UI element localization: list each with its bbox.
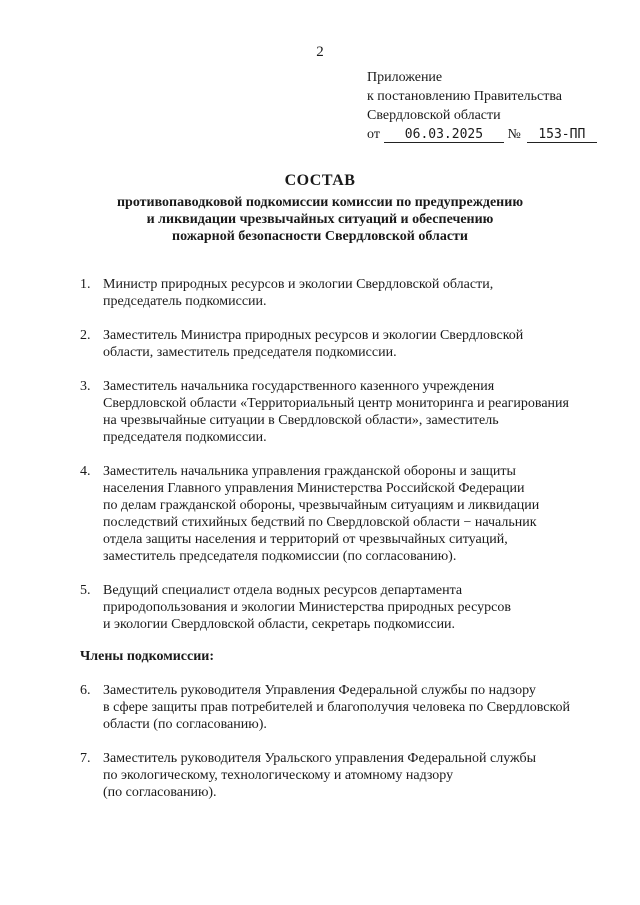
item-number: 1. — [80, 277, 91, 292]
leadership-list — [80, 276, 620, 650]
date-prefix: от — [367, 127, 380, 142]
item-text: Ведущий специалист отдела водных ресурсов департамента природопользования и экологии Министерства природных ресурсов и экологии Свердловской области, секретарь подкомиссии. — [103, 583, 511, 632]
item-text: Заместитель руководителя Уральского управления Федеральной службы по экологическому, технологическому и атомному надзору (по согласованию). — [103, 751, 537, 800]
list-item — [80, 682, 620, 733]
decree-reference — [367, 125, 597, 144]
subtitle-line: и ликвидации чрезвычайных ситуаций и обеспечению — [146, 212, 494, 227]
item-number: 2. — [80, 328, 91, 343]
title-block — [0, 170, 640, 245]
document-title: СОСТАВ — [284, 172, 356, 189]
item-text: Заместитель Министра природных ресурсов и экологии Свердловской области, заместитель председателя подкомиссии. — [103, 328, 524, 360]
decree-date: 06.03.2025 — [384, 127, 504, 143]
appendix-line: к постановлению Правительства — [367, 89, 563, 104]
members-list — [80, 682, 620, 818]
item-number: 7. — [80, 751, 91, 766]
appendix-line: Свердловской области — [367, 108, 501, 123]
list-item — [80, 378, 620, 446]
members-heading: Члены подкомиссии: — [80, 649, 215, 664]
subtitle-line: пожарной безопасности Свердловской области — [172, 229, 468, 244]
list-item — [80, 463, 620, 565]
appendix-block — [367, 68, 597, 144]
list-item — [80, 276, 620, 310]
item-number: 3. — [80, 379, 91, 394]
decree-number: 153-ПП — [527, 127, 597, 143]
list-item — [80, 750, 620, 801]
item-number: 5. — [80, 583, 91, 598]
list-item — [80, 327, 620, 361]
appendix-line: Приложение — [367, 70, 443, 85]
item-text: Заместитель начальника управления гражданской обороны и защиты населения Главного управления Министерства Российской Федерации по делам гражданской обороны, чрезвычайным ситуациям и ликвидации последствий стихийных бедствий по Свердловской области − начальник отдела защиты населения и территорий от чрезвычайных ситуаций, заместитель председателя подкомиссии (по согласованию). — [103, 464, 540, 564]
item-text: Заместитель руководителя Управления Федеральной службы по надзору в сфере защиты прав потребителей и благополучия человека по Свердловской области (по согласованию). — [103, 683, 571, 732]
subtitle-line: противопаводковой подкомиссии комиссии по предупреждению — [116, 195, 524, 210]
list-item — [80, 582, 620, 633]
document-subtitle — [0, 194, 640, 245]
item-text: Заместитель начальника государственного казенного учреждения Свердловской области «Территориальный центр мониторинга и реагирования на чрезвычайные ситуации в Свердловской области», заместитель председателя подкомиссии. — [103, 379, 569, 445]
item-number: 4. — [80, 464, 91, 479]
item-text: Министр природных ресурсов и экологии Свердловской области, председатель подкомиссии. — [103, 277, 494, 309]
page-number: 2 — [316, 44, 324, 60]
number-prefix: № — [507, 127, 521, 142]
item-number: 6. — [80, 683, 91, 698]
